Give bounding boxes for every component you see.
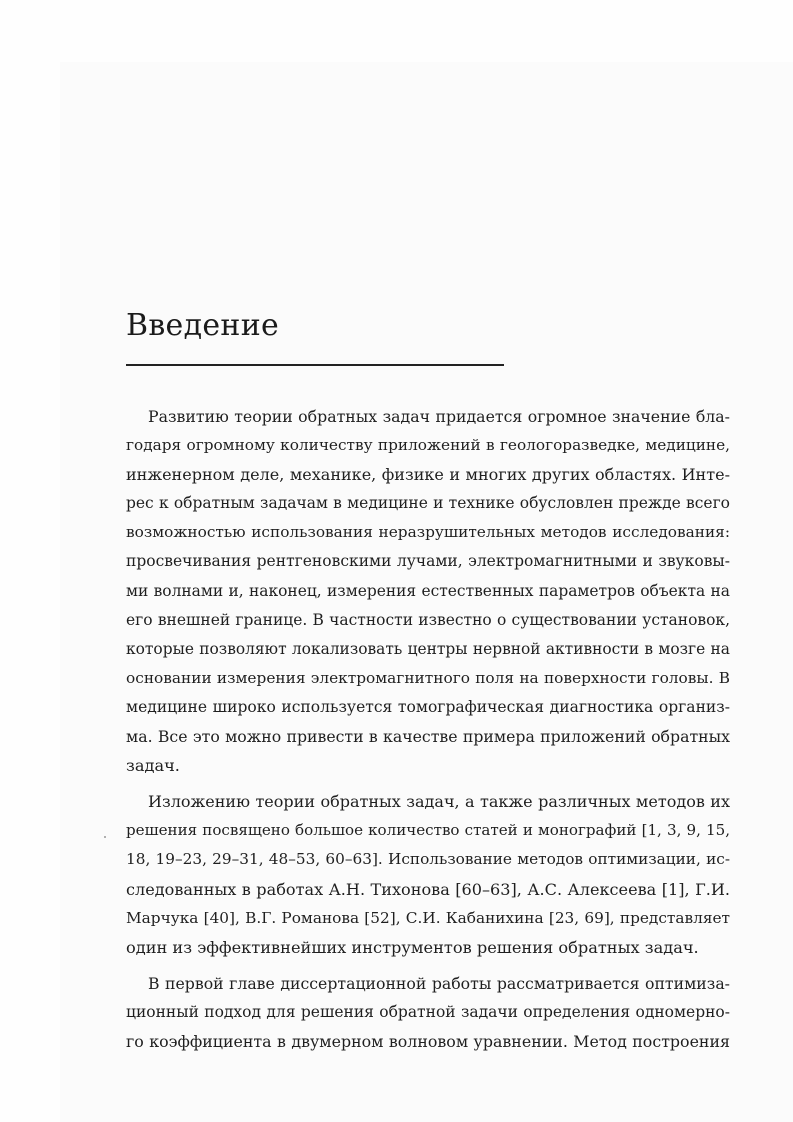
text-line: которые позволяют локализовать центры нервной активности в мозге на <box>126 639 730 658</box>
text-line: ционный подход для решения обратной задачи определения одномерно- <box>126 1002 730 1021</box>
paragraph-1 <box>126 402 730 780</box>
text-line: медицине широко используется томографическая диагностика организ- <box>126 697 730 716</box>
paragraph-2 <box>126 787 730 962</box>
text-line: один из эффективнейших инструментов решения обратных задач. <box>126 937 699 957</box>
text-line: 18, 19–23, 29–31, 48–53, 60–63]. Использование методов оптимизации, ис- <box>126 850 730 869</box>
text-line: основании измерения электромагнитного поля на поверхности головы. В <box>126 668 730 687</box>
text-line: ма. Все это можно привести в качестве примера приложений обратных <box>126 727 730 747</box>
paragraph-3 <box>126 969 730 1056</box>
text-line: годаря огромному количеству приложений в геологоразведке, медицине, <box>126 436 730 455</box>
text-line: задач. <box>126 756 180 776</box>
title-underline <box>126 364 504 366</box>
text-line: Марчука [40], В.Г. Романова [52], С.И. Кабанихина [23, 69], представляет <box>126 908 730 927</box>
text-line: го коэффициента в двумерном волновом уравнении. Метод построения <box>126 1031 730 1051</box>
chapter-title: Введение <box>126 308 280 343</box>
text-line: следованных в работах А.Н. Тихонова [60–63], А.С. Алексеева [1], Г.И. <box>126 879 730 899</box>
scan-speck <box>104 836 106 838</box>
text-line: инженерном деле, механике, физике и многих других областях. Инте- <box>126 465 730 485</box>
text-line: решения посвящено большое количество статей и монографий [1, 3, 9, 15, <box>126 821 730 840</box>
body-text <box>126 402 730 1063</box>
text-line: В первой главе диссертационной работы рассматривается оптимиза- <box>148 973 730 993</box>
text-line: ми волнами и, наконец, измерения естественных параметров объекта на <box>126 581 730 600</box>
text-line: возможностью использования неразрушительных методов исследования: <box>126 523 730 542</box>
text-line: просвечивания рентгеновскими лучами, электромагнитными и звуковы- <box>126 552 730 571</box>
text-line: Изложению теории обратных задач, а также различных методов их <box>148 792 730 812</box>
text-line: его внешней границе. В частности известно о существовании установок, <box>126 610 730 629</box>
text-line: Развитию теории обратных задач придается огромное значение бла- <box>148 407 730 426</box>
text-line: рес к обратным задачам в медицине и технике обусловлен прежде всего <box>126 494 730 513</box>
